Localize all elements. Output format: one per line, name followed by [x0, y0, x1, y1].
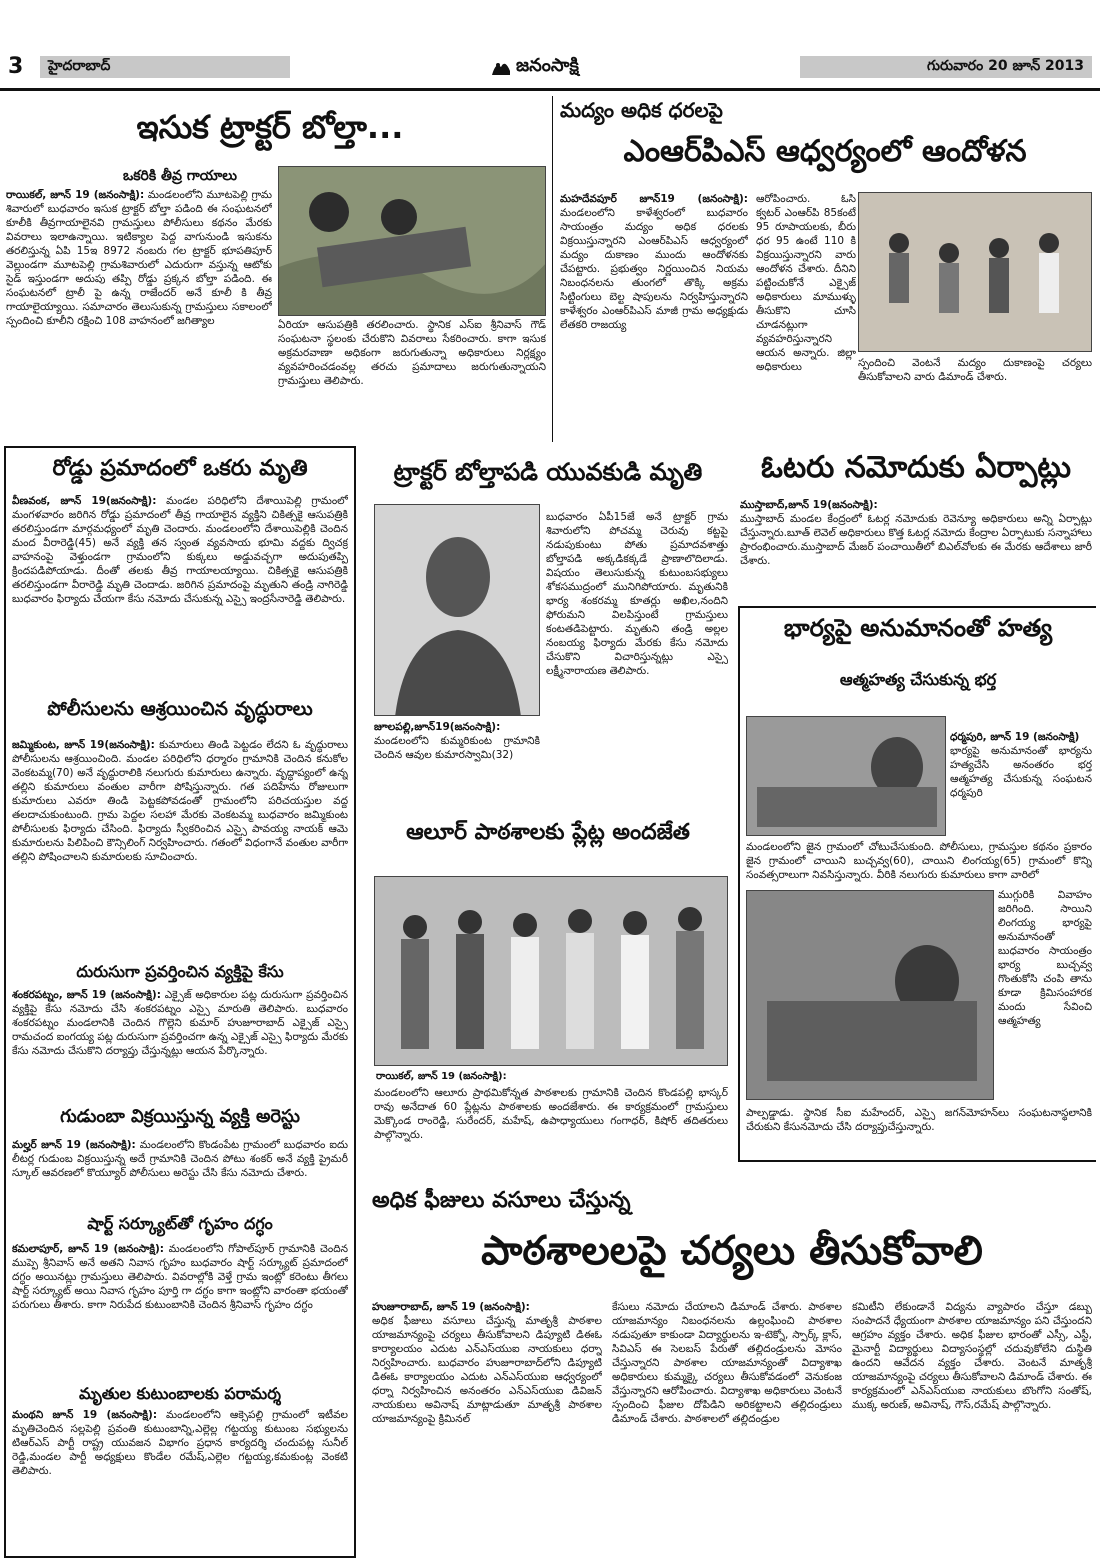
- mrps-kicker: మద్యం అధిక ధరలపై: [560, 98, 723, 122]
- issue-date: గురువారం 20 జూన్ 2013: [926, 58, 1084, 74]
- fees-body-col3: [852, 1300, 1092, 1558]
- murder-body-wide: [746, 840, 1092, 884]
- gudumba-body: [12, 1138, 348, 1208]
- youth-text-right: బుధవారం ఏపీ15జే అనే ట్రాక్టర్ గ్రామ శివారులోని పోచమ్మ చెరువు కట్టపై నడుపుకుంటు పోతు ప్రమాదవశాత్తు బోల్తాపడి అక్కడికక్కడే ప్రాణాలొదిలాడు. విషయం తెలుసుకున్న కుటుంబసభ్యులు శోకసముద్రంలో మునిగిపోయారు. మృతునికి భార్య శంకరమ్మ కూతర్లు అఖిల,నందిని ఫోరుమని విలపిస్తుంటే గ్రామస్తులు కంటతడిపెట్టారు. మృతుని తండ్రి అల్లల నంబయ్య ఫిర్యాదు మేరకు కేసు నమోదు చేసుకొని విచారిస్తున్నట్లు ఎస్సై లక్ష్మీనారాయణ తెలిపారు.: [546, 511, 728, 677]
- condolence-text: మండలంలోని ఆక్సెపల్లి గ్రామంలో ఇటీవల మృతిచెందిన సల్లపెల్లి ప్రవంతి కుటుంబాన్ని,ఎల్లెల్ల గట్టయ్య కుటుంబ సభ్యులను టిఆర్ఎస్ పార్టీ రాష్ట్ర యువజన విభాగం ప్రధాన కార్యదర్శి చందుపట్ల సునీల్ రెడ్డి,మండల పార్టీ అధ్యక్షులు కొండేల రమేష్,ఎల్లెల గట్టయ్య,కమకుంట్ల వెంకటి తెలిపారు.: [12, 1409, 348, 1477]
- plates-photo: [374, 876, 728, 1066]
- page-number: 3: [8, 54, 24, 79]
- murder-body-tail: [746, 1106, 1092, 1156]
- date-label: [800, 56, 1092, 78]
- condolence-dateline: మంథని జూన్ 19 (జనంసాక్షి):: [12, 1409, 158, 1421]
- mrps-col-divider: [552, 96, 553, 442]
- mrps-dateline: మహదేవపూర్ జూన్19 (జనంసాక్షి):: [560, 193, 748, 205]
- mrps-body-col1: [560, 192, 748, 442]
- gudumba-text: మండలంలోని కొండంపేట గ్రామంలో బుధవారం ఐదు లీటర్ల గుడుంబ విక్రయిస్తున్న అదే గ్రామానికి చెందిన పోటు శంకర్ అనే వ్యక్తి ప్రైమరీ స్కూల్ ఆవరణలో కొయ్యూర్ పోలీసులు అరెస్టు చేసి కేసు నమోదు చేశారు.: [12, 1139, 348, 1179]
- murder-photo-husband: [746, 890, 994, 1100]
- tractor-dateline: రాయికల్, జూన్ 19 (జనంసాక్షి):: [6, 189, 145, 201]
- tractor-headline: ఇసుక ట్రాక్టర్ బోల్తా...: [136, 108, 404, 146]
- plates-headline: ఆలూర్ పాఠశాలకు ప్లేట్ల అందజేత: [406, 820, 690, 845]
- youth-body-right: [546, 510, 728, 806]
- old-woman-text: కుమారులు తిండి పెట్టడం లేదని ఓ వృద్ధురాలు పోలీసులను ఆశ్రయించింది. మండల పరిధిలోని ధర్మారం గ్రామానికి చెందిన కనుకోల వెంకటమ్మ(70) అనే వృద్ధురాలికి నలుగురు కుమారులు ఉన్నారు. వృద్ధాప్యంలో ఉన్న తల్లిని కుమారులు వంతుల వారీగా పోషిస్తున్నారు. గత పదిహేను రోజులుగా కుమారులు ఎవరూ తిండి పెట్టకపోవడంతో గ్రామంలోని పరిచయస్తుల వద్ద తలదాచుకుంటుంది. గ్రామ పెద్దల సలహా మేరకు వెంకటమ్మ బుధవారం జమ్మికుంట పోలీసులకు ఫిర్యాదు చేసింది. ఫిర్యాదు స్వీకరించిన ఎస్సై పావయ్య నాయక్ ఆమె కుమారులను పిలిపించి కౌన్సిలింగ్ నిర్వహించారు. గతంలో విధంగానే వంతుల వారీగా తల్లిని పోషించాలని కుమారులకు సూచించారు.: [12, 739, 348, 863]
- misbehave-body: [12, 988, 348, 1100]
- plates-caption: రాయికల్, జూన్ 19 (జనంసాక్షి):: [376, 1071, 507, 1082]
- murder-rule-bottom: [738, 1160, 1096, 1162]
- misbehave-dateline: శంకరపట్నం, జూన్ 19 (జనంసాక్షి):: [12, 989, 161, 1001]
- murder-body-narrow2: [998, 888, 1092, 1100]
- youth-dateline: జూలపల్లి,జూన్19(జనంసాక్షి):: [374, 721, 501, 733]
- city-label: [40, 56, 290, 78]
- old-woman-dateline: జమ్మికుంట, జూన్ 19(జనంసాక్షి):: [12, 739, 155, 751]
- youth-death-headline: ట్రాక్టర్ బోల్తాపడి యువకుడి మృతి: [393, 458, 703, 486]
- voters-headline: ఓటరు నమోదుకు ఏర్పాట్లు: [761, 450, 1071, 485]
- plates-text: మండలంలోని ఆలూరు ప్రాథమికోన్నత పాఠశాలకు గ్రామానికి చెందిన కొండపల్లి భాస్కర్ రావు అనేదాత 60 ప్లేట్లను పాఠశాలకు అందజేశారు. ఈ కార్యక్రమంలో గ్రామస్తులు మెక్కొండ రాంరెడ్డి, సురేందర్, మహేష్, ఉపాధ్యాయులు గంగాధర్, కిషోర్ తదితరులు పాల్గొన్నారు.: [374, 1087, 728, 1141]
- husband-photo-icon: [747, 891, 994, 1100]
- fees-dateline: హుజూరాబాద్, జూన్ 19 (జనంసాక్షి):: [372, 1301, 530, 1313]
- road-accident-text: మండల పరిధిలోని దేశాయిపెల్లి గ్రామంలో మంగళవారం జరిగిన రోడ్డు ప్రమాదంలో తీవ్ర గాయాలైన వ్యక్తిని చికిత్సకై ఆసుపత్రికి తరలిస్తుండగా మార్గమధ్యంలో మృతి చెందారు. మండలంలోని దేశాయిపెల్లికి చెందిన మంద వీరారెడ్డి(45) అనే వ్యక్తి తన స్వంత వ్యవసాయ భూమి వద్దకు ద్విచక్ర వాహనంపై వెళ్తుండగా గ్రామంలోని కుక్కలు అడ్డువచ్చగా అదుపుతప్పి క్రిందపడిపోయాడు. దీంతో తలకు తీవ్ర గాయాలయ్యాయి. చికిత్సకై ఆసుపత్రికి తరలిస్తుండగా వీరారెడ్డి మృతి చెందాడు. జరిగిన ప్రమాదంపై మృతుని తండ్రి నాగిరెడ్డి బుధవారం ఫిర్యాదు చేయగా కేసు నమోదు చేసుకున్న ఎస్సై ఇంద్రసేనారెడ్డి తెలిపారు.: [12, 495, 348, 605]
- fees-text-col2: కేసులు నమోదు చేయాలని డిమాండ్ చేశారు. పాఠశాల యాజమాన్యం నిబంధనలను ఉల్లంఘించి పాఠశాల నడుపుతూ కాకుండా విద్యార్థులను ఇ-టెక్నో, స్పార్క్ క్లాస్, సివిఎస్ ఈ సెలబస్ పేరుతో తల్లిదండ్రులను మోసం చేస్తున్నారని పాఠశాల యాజమాన్యంతో విద్యాశాఖ అధికారులు కుమ్మక్కై చర్యలు తీసుకోవడంలో వెనుకంజ వేస్తున్నారని ఆరోపించారు. విద్యాశాఖ అధికారులు వెంటనే స్పందించి ఫీజుల దోపిడిని అరికట్టాలని తల్లిదండ్రులు డిమాండ్ చేశారు. పాఠశాలలో తల్లిదండ్రుల: [612, 1301, 842, 1425]
- short-circuit-body: [12, 1242, 348, 1382]
- donation-group-icon: [375, 877, 728, 1066]
- murder-dateline: ధర్మపురి, జూన్ 19 (జనంసాక్షి): [950, 731, 1080, 743]
- murder-subhead: ఆత్మహత్య చేసుకున్న భర్త: [839, 670, 997, 689]
- plates-body: [374, 1086, 728, 1162]
- road-accident-body: [12, 494, 348, 692]
- voters-dateline: ముస్తాబాద్,జూన్ 19(జనంసాక్షి):: [740, 499, 878, 511]
- paper-name: జనంసాక్షి: [516, 55, 579, 76]
- murder-photo-victim: [746, 716, 946, 836]
- fees-text-col1: అధిక ఫీజులు వసూలు చేస్తున్న మాతృశ్రీ పాఠశాల యాజమాన్యంపై చర్యలు తీసుకోవాలని డిప్యూటి డిఈఓ కార్యాలయం ఎదుట ఎన్ఎస్‌యుఐ నాయకులు ధర్నా నిర్వహించారు. బుధవారం హుజూరాబాద్‌లోని డిప్యూటి డిఈఓ కార్యాలయం ఎదుట ఎన్ఎస్‌యుఐ ఆధ్వర్యంలో ధర్నా నిర్వహించిన అనంతరం ఎన్ఎస్‌యుఐ డివిజన్ నాయకులు అవినాష్ మాట్లాడుతూ మాతృశ్రీ పాఠశాల యాజమాన్యంపై క్రిమినల్: [372, 1315, 602, 1425]
- murder-body-narrow: [950, 730, 1092, 838]
- murder-headline: భార్యపై అనుమానంతో హత్య: [783, 614, 1053, 642]
- fees-headline: పాఠశాలలపై చర్యలు తీసుకోవాలి: [481, 1228, 983, 1274]
- voters-text: ముస్తాబాద్ మండల కేంద్రంలో ఓటర్ల నమోదుకు రెవెన్యూ అధికారులు అన్ని ఏర్పాట్లు చేస్తున్నారు.బూత్ లెవెల్ అధికారులు కొత్త ఓటర్ల నమోదు కేంద్రాల ఏర్పాటుకు సన్నాహాలు ప్రారంభించారు.ముస్తాబాద్ మేజర్ పంచాయితీలో బిఎల్‌వోలకు ఈ మేరకు ఆదేశాలు జారీ చేశారు.: [740, 513, 1092, 567]
- road-accident-headline: రోడ్డు ప్రమాదంలో ఒకరు మృతి: [52, 456, 308, 481]
- city-name: హైదరాబాద్: [48, 58, 111, 74]
- tractor-subhead: ఒకరికి తీవ్ర గాయాలు: [123, 168, 237, 184]
- murder-rule-left: [738, 606, 740, 1162]
- tractor-body-right: [278, 318, 546, 440]
- misbehave-headline: దురుసుగా ప్రవర్తించిన వ్యక్తిపై కేసు: [76, 962, 284, 981]
- murder-text-wide: మండలంలోని జైన గ్రామంలో చోటుచేసుకుంది. పోలీసులు, గ్రామస్తుల కథనం ప్రకారం జైన గ్రామంలో చాయిని బుచ్చవ్వ(60), చాయిని లింగయ్య(65) గ్రామంలో కొన్ని సంవత్సరాలుగా నివసిస్తున్నారు. వీరికి నలుగురు కుమారులు కాగా వారిలో: [746, 841, 1092, 881]
- fees-kicker: అధిక ఫీజులు వసూలు చేస్తున్న: [372, 1188, 631, 1213]
- murder-text-narrow: భార్యపై అనుమానంతో భార్యను హత్యచేసి అనంతరం భర్త ఆత్మహత్య చేసుకున్న సంఘటన ధర్మపురి: [950, 745, 1092, 799]
- murder-text-narrow2: ముగ్గురికి వివాహం జరిగింది. సాయిని లింగయ్య భార్యపై అనుమానంతో బుధవారం సాయంత్రం భార్య బుచ్చవ్వ గొంతుకోసి చంపి తాను కూడా క్రిమిసంహారక మందు సేవించి ఆత్మహత్య: [998, 889, 1092, 1027]
- fees-body-col2: [612, 1300, 842, 1558]
- condolence-headline: మృతుల కుటుంబాలకు పరామర్శ: [78, 1384, 281, 1403]
- gudumba-headline: గుడుంబా విక్రయిస్తున్న వ్యక్తి అరెస్టు: [60, 1106, 300, 1127]
- youth-photo: [374, 504, 540, 716]
- youth-text-left: మండలంలోని కుమ్మరికుంట గ్రామానికి చెందిన ఆవుల కుమారస్వామి(32): [374, 735, 540, 761]
- mrps-headline: ఎంఆర్‌పిఎస్ ఆధ్వర్యంలో ఆందోళన: [623, 134, 1027, 169]
- masthead: [0, 52, 1100, 88]
- condolence-body: [12, 1408, 348, 1552]
- short-circuit-dateline: కమలాపూర్, జూన్ 19 (జనంసాక్షి):: [12, 1243, 164, 1255]
- tractor-text-left: మండలంలోని మూటపెల్లి గ్రామ శివారులో బుధవారం ఇసుక ట్రాక్టర్ బోల్తా పడింది ఈ సంఘటనలో కూలీకి తీవ్రగాయాలైనవి గ్రామస్తులు పోలీసులు కథనం మేరకు వివరాలు ఇలాఉన్నాయి. ఇటిక్యాల పెద్ద వాగునుండి ఇసుకను తరలిస్తున్న ఏపి 15ఇ 8972 నంబరు గల ట్రాక్టర్ భూపతిపూర్ వెల్లుండగా మూటపెల్లి గ్రామశివారులో ఎదురుగా వస్తున్న ఆటోకు సైడ్ ఇస్తుండగా అదుపు తప్పి రోడ్డు ప్రక్కన బోల్తా పడింది. ఈ సంఘటనలో ట్రాలీ పై ఉన్న రాజేందర్ అనే కూలీ కి తీవ్ర గాయాలైయ్యాయి. సమాచారం తెలుసుకున్న గ్రామస్తులు సకాలంలో స్పందించి కూలీని రక్షించి 108 వాహనంలో జగిత్యాల: [6, 189, 272, 327]
- fees-body-col1: [372, 1300, 602, 1558]
- voters-body: [740, 498, 1092, 600]
- portrait-icon: [375, 505, 540, 716]
- road-accident-dateline: వీణవంక, జూన్ 19(జనంసాక్షి):: [12, 495, 157, 507]
- tractor-body-left: [6, 188, 272, 438]
- protest-group-icon: [859, 193, 1092, 352]
- old-woman-headline: పోలీసులను ఆశ్రయించిన వృద్ధురాలు: [47, 698, 313, 720]
- murder-rule-top: [738, 606, 1096, 608]
- masthead-logo: [488, 52, 612, 82]
- mrps-text-col2: ఆరోపించారు. ఓసి క్వటర్ ఎంఆర్‌పి 85కంటే 95 రూపాయలకు, బీరు ధర 95 ఉంటే 110 కి విక్రయిస్తున్నారని వారు ఆందోళన చేశారు. దీనిని పట్టించుకోనే ఎక్సైజ్ అధికారులు మాముళ్ళు తీసుకొని చూసి చూడనట్లుగా వ్యవహరిస్తున్నారని ఆయన అన్నారు. జిల్లా అధికారులు: [756, 193, 856, 373]
- tractor-text-right: ఏరియా ఆసుపత్రికి తరలించారు. స్థానిక ఎస్ఐ శ్రీనివాస్ గౌడ్ సంఘటనా స్థలంకు చేరుకొని వివరాలు సేకరించారు. కాగా ఇసుక అక్రమరవాణా అధికంగా జరుగుతున్నా అధికారులు నిర్లక్ష్యం వ్యవహరించడంవల్ల తరచు ప్రమాదాలు జరుగుతున్నాయని గ్రామస్తులు తెలిపారు.: [278, 319, 546, 387]
- mrps-body-col3: [858, 356, 1092, 442]
- mrps-body-col2: [756, 192, 856, 442]
- fees-text-col3: కమిటీని లేకుండానే విద్యను వ్యాపారం చేస్తూ డబ్బు సంపాదనే ధ్యేయంగా పాఠశాల యాజమాన్యం పని చేస్తుందని ఆగ్రహం వ్యక్తం చేశారు. అధిక ఫీజుల భారంతో ఎస్సీ, ఎస్టీ, మైనార్టీ విద్యార్థులు విద్యాసంస్థల్లో చదువుకోలేని దుస్థితి ఉందని ఆవేదన వ్యక్తం చేశారు. వెంటనే మాతృశ్రీ యాజమాన్యంపై చర్యలు తీసుకోవాలని డిమాండ్ చేశారు. ఈ కార్యక్రమంలో ఎన్ఎస్‌యుఐ నాయకులు బొంగోని సంతోష్, ముక్క అరుణ్, అవినాష్, గౌస్,రమేష్ పాల్గొన్నారు.: [852, 1301, 1092, 1411]
- misbehave-text: ఎక్సైజ్ అధికారుల పట్ల దురుసుగా ప్రవర్తించిన వ్యక్తిపై కేసు నమోదు చేసి శంకరపట్నం ఎస్సై మారుతి తెలిపారు. బుధవారం శంకరపట్నం మండలానికి చెందిన గొల్లెని కుమార్ హుజూరాబాద్ ఎక్సైజ్ ఎస్సై రామచంద ఐంగయ్య పట్ల దురుసుగా ప్రవర్తించగా ఉన్న ఎక్సైజ్ ఎస్సై ఫిర్యాదు మేరకు కేసు నమోదు చేసుకొని దర్యాప్తు చేస్తున్నట్లు ఆయన పేర్కొన్నారు.: [12, 989, 348, 1057]
- old-woman-body: [12, 738, 348, 956]
- masthead-rule: [0, 88, 1100, 91]
- overturned-tractor-icon: [279, 167, 546, 316]
- short-circuit-text: మండలంలోని గోపాల్‌పూర్ గ్రామానికి చెందిన ముప్పె శ్రీనివాస్ అనే అతని నివాస గృహం బుధవారం షార్ట్ సర్క్యూట్ ప్రమాదంలో దగ్ధం అయినట్లు గ్రామస్తులు తెలిపారు. వివరాల్లోకి వెళ్తే గ్రామ ఇంట్లో కరెంటు తీగలు షార్ట్ సర్క్యూట్ అయి నివాస గృహం పూర్తి గా దగ్ధం కాగా ఇంట్లోని వారంతా భయంతో పరుగులు తీశారు. కాగా నిరుపేద కుటుంబానికి చెందిన శ్రీనివాస్ గృహం దగ్ధం: [12, 1243, 348, 1311]
- short-circuit-headline: షార్ట్ సర్క్యూట్‌తో గృహం దగ్ధం: [87, 1214, 273, 1233]
- tractor-photo: [278, 166, 546, 316]
- victim-photo-icon: [747, 717, 946, 836]
- mrps-text-col3: స్పందించి వెంటనే మద్యం దుకాణంపై చర్యలు తీసుకోవాలని వారు డిమాండ్ చేశారు.: [858, 357, 1092, 383]
- mrps-photo: [858, 192, 1092, 352]
- murder-text-tail: పాల్పడ్డాడు. స్థానిక సీఐ మహేందర్, ఎస్సై జగన్‌మోహన్‌లు సంఘటనాస్థలానికి చేరుకుని కేసునమోదు చేసి దర్యాప్తుచేస్తున్నారు.: [746, 1107, 1092, 1133]
- paper-logo-icon: [490, 57, 512, 79]
- gudumba-dateline: మల్హర్ జూన్ 19 (జనంసాక్షి):: [12, 1139, 136, 1151]
- mrps-text-col1: మండలంలోని కాళేశ్వరంలో బుధవారం సాయంత్రం మద్యం అధిక ధరలకు విక్రయిస్తున్నారని ఎంఆర్‌పిఎస్ ఆధ్వర్యంలో మద్యం దుకాణం ముందు ఆందోళనకు చేపట్టారు. ప్రభుత్వం నిర్ణయించిన నియమ నిబంధనలను తుంగలో తొక్కి అక్రమ సిట్టింగులు బెల్ట షాపులను నిర్వహిస్తున్నారని కాళేశ్వరం ఎంఆర్‌పిఎస్ మాజీ గ్రామ అధ్యక్షుడు లేతకరి రాజయ్య: [560, 207, 748, 331]
- youth-body-left: [374, 720, 540, 810]
